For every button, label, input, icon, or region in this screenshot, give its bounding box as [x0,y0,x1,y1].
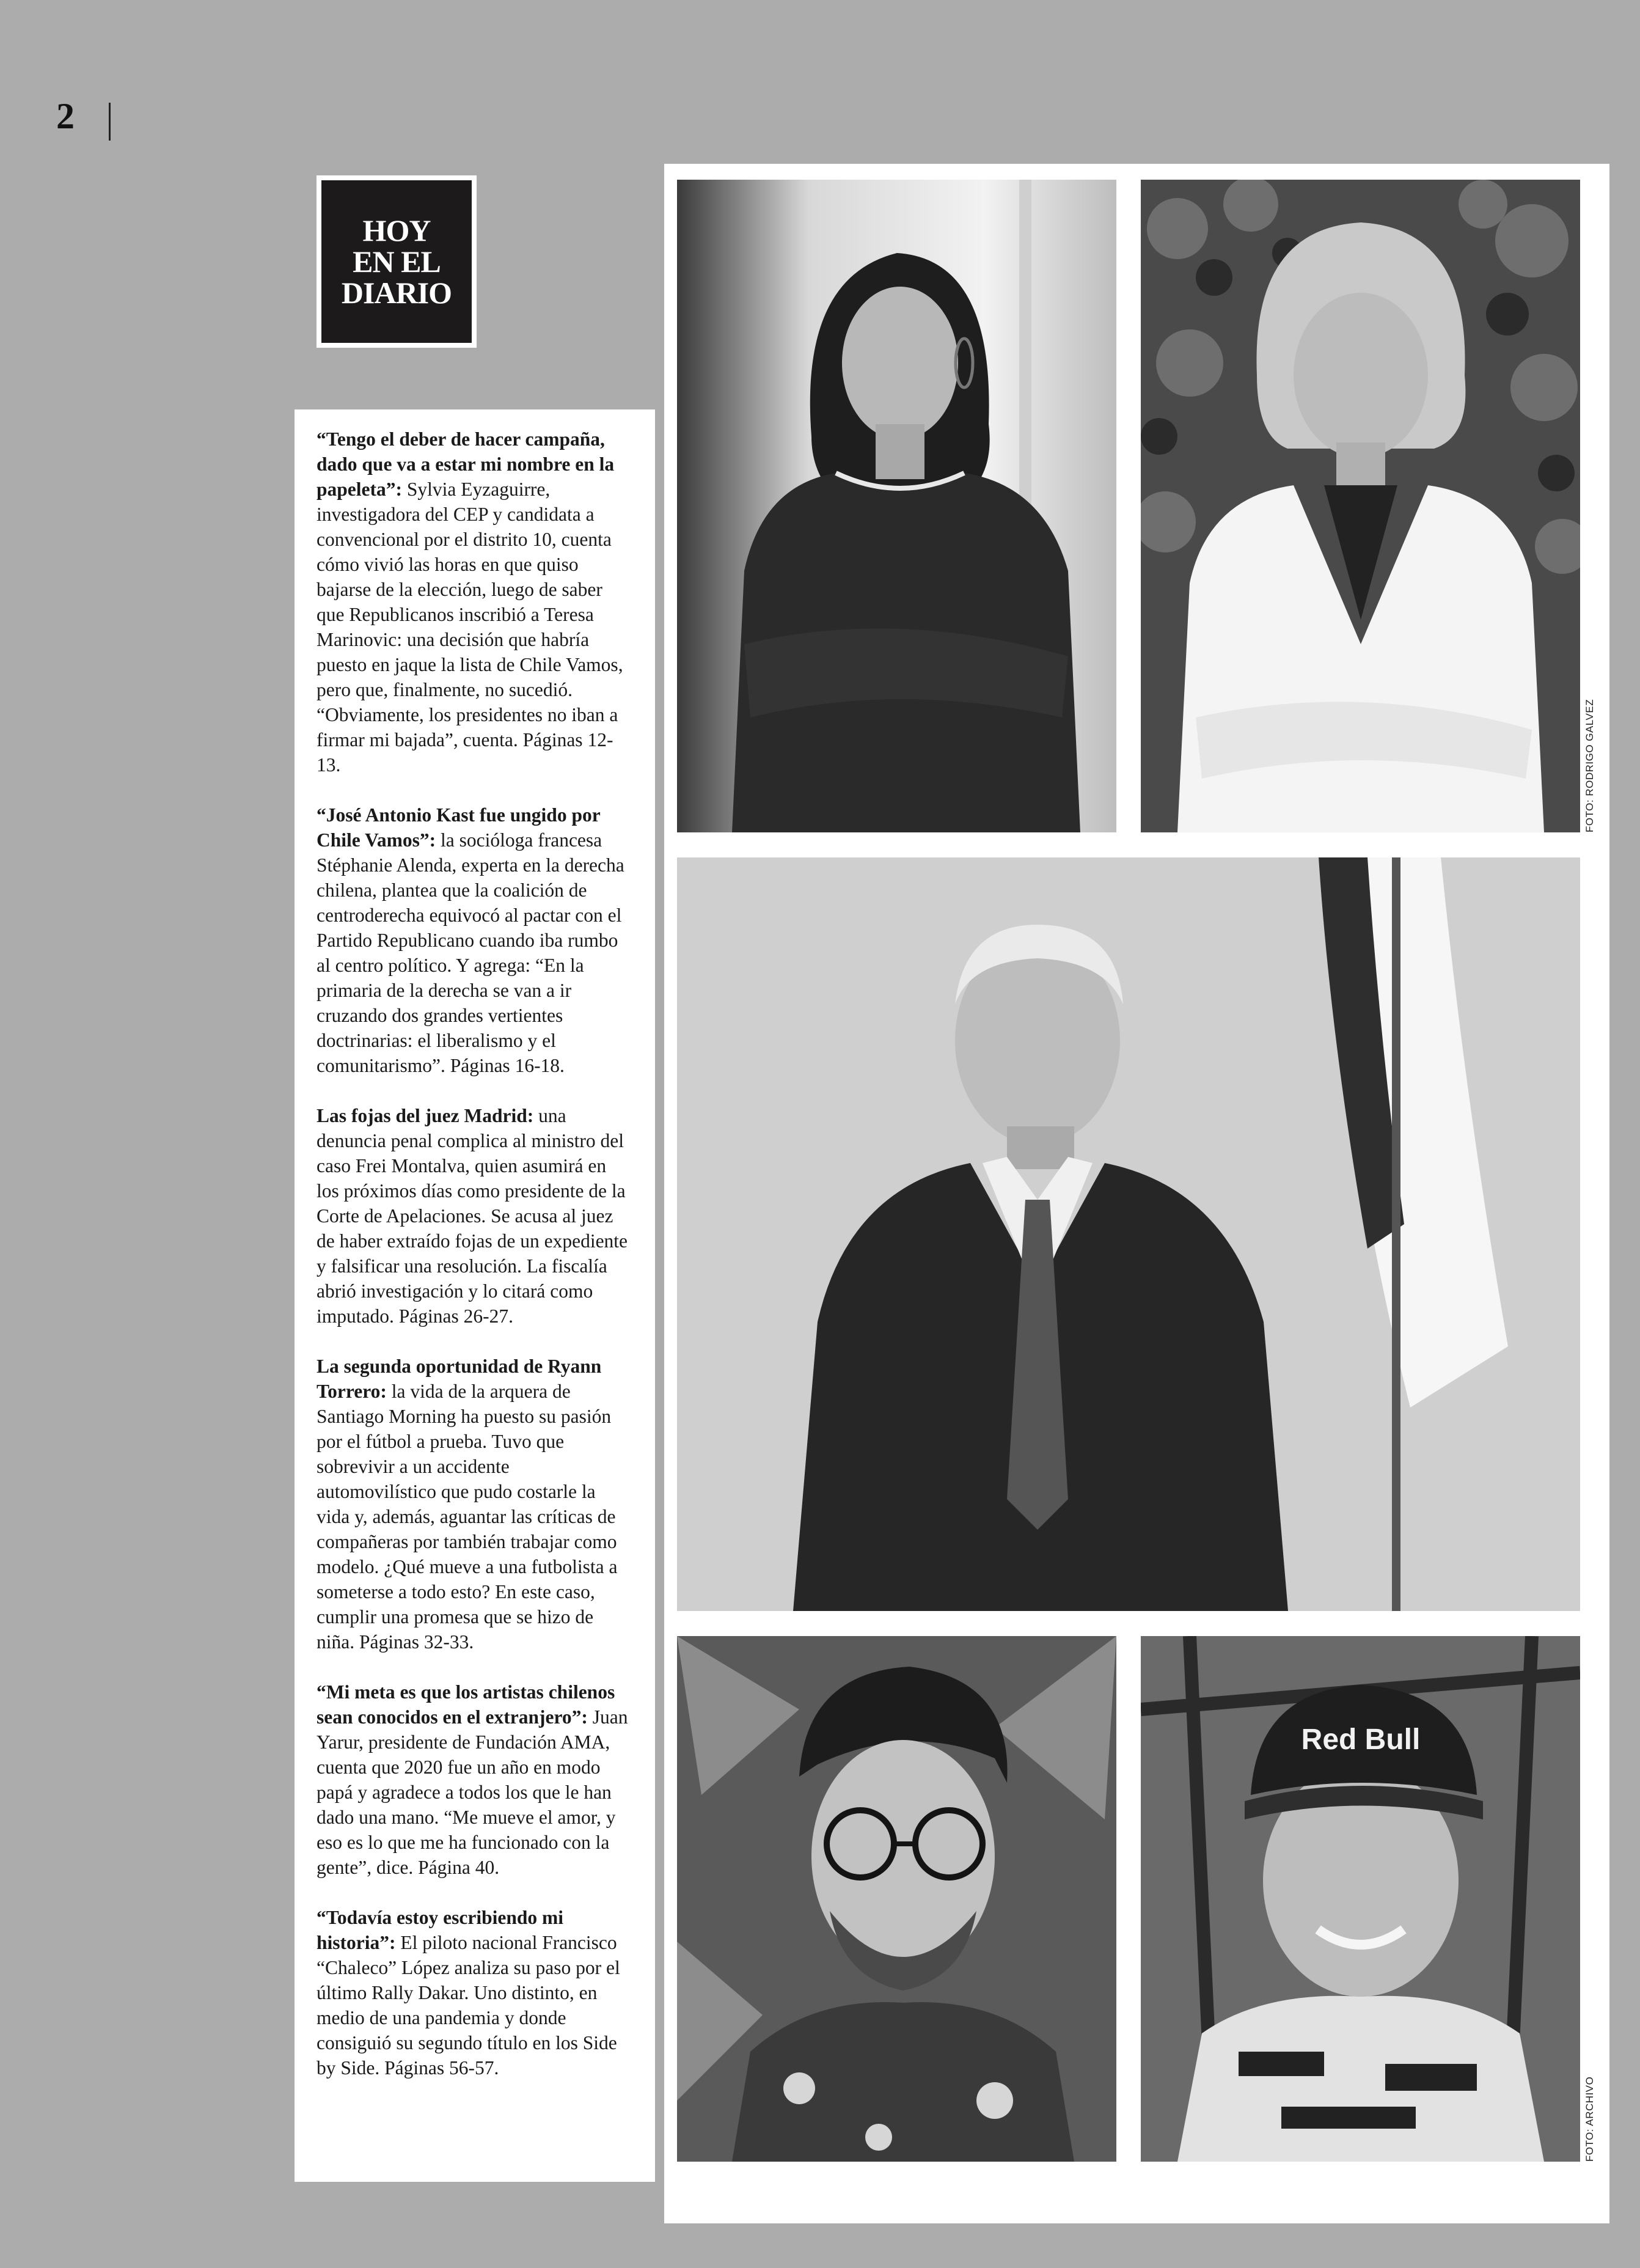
story-eyzaguirre [317,427,628,777]
story-body: la vida de la arquera de Santiago Morning ha puesto su pasión por el fútbol a prueba. Tuvo que sobrevivir a un accidente automovilístico que pudo costarle la vida y, además, aguantar las críticas de compañeras por también trabajar como modelo. ¿Qué mueve a una futbolista a someterse a todo esto? En este caso, cumplir una promesa que se hizo de niña. Páginas 32-33. [317,1381,618,1653]
story-body: Juan Yarur, presidente de Fundación AMA, cuenta que 2020 fue un año en modo papá y agradece a todos los que le han dado una mano. “Me mueve el amor, y eso es lo que me ha funcionado con la gente”, dice. Página 40. [317,1706,628,1878]
story-headline: La segunda oportunidad de Ryann Torrero: [317,1356,602,1402]
photo-alenda [1141,180,1580,832]
story-body: una denuncia penal complica al ministro del caso Frei Montalva, quien asumirá en los próximos días como presidente de la Corte de Apelaciones. Se acusa al juez de haber extraído fojas de un expediente y falsificar una resolución. La fiscalía abrió investigación y lo citará como imputado. Páginas 26-27. [317,1105,628,1327]
photo-juez-madrid [677,857,1580,1611]
header-divider [109,103,111,141]
photo-eyzaguirre [677,180,1116,832]
cap-logo-text: Red Bull [1301,1723,1421,1756]
section-logo [317,175,477,348]
section-logo-line-2: EN EL [353,244,441,279]
story-headline: “José Antonio Kast fue ungido por Chile Vamos”: [317,804,601,851]
story-yarur [317,1679,628,1880]
photo-credit-top: FOTO: RODRIGO GALVEZ [1584,699,1595,832]
story-juez-madrid [317,1103,628,1329]
stories-list [317,427,628,2105]
photo-lopez [1141,1636,1580,2162]
story-headline: “Tengo el deber de hacer campaña, dado que va a estar mi nombre en la papeleta”: [317,428,615,500]
section-logo-line-1: HOY [362,213,431,248]
story-headline: “Mi meta es que los artistas chilenos sean conocidos en el extranjero”: [317,1681,615,1728]
story-body: El piloto nacional Francisco “Chaleco” López analiza su paso por el último Rally Dakar. Uno distinto, en medio de una pandemia y donde consiguió su segundo título en los Side by Side. Páginas 56-57. [317,1932,620,2079]
story-lopez [317,1905,628,2080]
story-body: la socióloga francesa Stéphanie Alenda, experta en la derecha chilena, plantea que la coalición de centroderecha equivocó al pactar con el Partido Republicano cuando iba rumbo al centro político. Y agrega: “En la primaria de la derecha se van a ir cruzando dos grandes vertientes doctrinarias: el liberalismo y el comunitarismo”. Páginas 16-18. [317,829,624,1076]
story-torrero [317,1354,628,1654]
story-body: Sylvia Eyzaguirre, investigadora del CEP y candidata a convencional por el distrito 10, cuenta cómo vivió las horas en que quiso bajarse de la elección, luego de saber que Republicanos inscribió a Teresa Marinovic: una decisión que habría puesto en jaque la lista de Chile Vamos, pero que, finalmente, no sucedió. “Obviamente, los presidentes no iban a firmar mi bajada”, cuenta. Páginas 12-13. [317,479,623,776]
photo-panel [664,164,1609,2223]
photo-credit-bottom: FOTO: ARCHIVO [1584,2076,1595,2162]
stories-panel [295,409,655,2182]
story-headline: Las fojas del juez Madrid: [317,1105,534,1126]
section-logo-line-3: DIARIO [341,275,452,310]
story-headline: “Todavía estoy escribiendo mi historia”: [317,1907,563,1953]
story-kast [317,802,628,1078]
photo-yarur [677,1636,1116,2162]
page-number: 2 [56,96,75,136]
section-logo-inner [321,180,472,343]
